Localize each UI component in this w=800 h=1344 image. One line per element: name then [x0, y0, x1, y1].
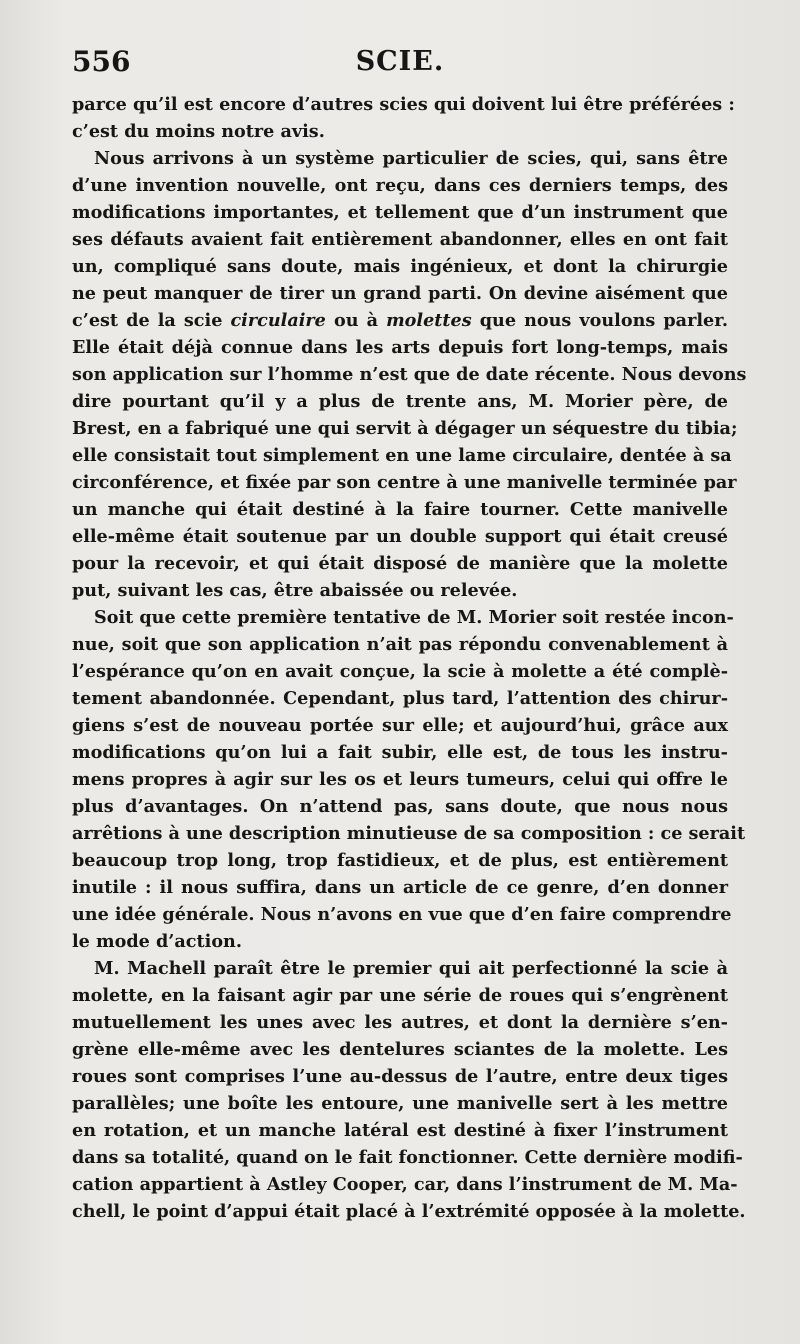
text-line: chell, le point d’appui était placé à l’extrémité opposée à la molette. — [72, 1201, 746, 1222]
text-line: parallèles; une boîte les entoure, une manivelle sert à les mettre — [72, 1093, 728, 1114]
text-line: nue, soit que son application n’ait pas répondu convenablement à — [72, 634, 728, 655]
text-line: cation appartient à Astley Cooper, car, dans l’instrument de M. Ma- — [72, 1174, 738, 1195]
text-line: arrêtions à une description minutieuse de sa composition : ce serait — [72, 823, 746, 844]
text-line: plus d’avantages. On n’attend pas, sans doute, que nous nous — [72, 796, 728, 817]
text-line: modifications importantes, et tellement que d’un instrument que — [72, 202, 728, 223]
page-number: 556 — [72, 45, 131, 78]
text-line: put, suivant les cas, être abaissée ou relevée. — [72, 580, 518, 601]
text-line: modifications qu’on lui a fait subir, elle est, de tous les instru- — [72, 742, 728, 763]
text-line: le mode d’action. — [72, 931, 242, 952]
text-line — [72, 307, 728, 334]
text-fragment: que nous voulons parler. — [471, 310, 728, 331]
text-line: mutuellement les unes avec les autres, et dont la dernière s’en- — [72, 1012, 728, 1033]
italic-term: molettes — [386, 310, 472, 331]
text-line: beaucoup trop long, trop fastidieux, et de plus, est entièrement — [72, 850, 728, 871]
text-line: mens propres à agir sur les os et leurs tumeurs, celui qui offre le — [72, 769, 728, 790]
text-line: grène elle-même avec les dentelures sciantes de la molette. Les — [72, 1039, 728, 1060]
text-line: dans sa totalité, quand on le fait fonctionner. Cette dernière modifi- — [72, 1147, 743, 1168]
text-line: une idée générale. Nous n’avons en vue que d’en faire comprendre — [72, 904, 732, 925]
text-line: c’est du moins notre avis. — [72, 121, 325, 142]
text-line: Soit que cette première tentative de M. Morier soit restée incon- — [94, 607, 734, 628]
text-line: giens s’est de nouveau portée sur elle; et aujourd’hui, grâce aux — [72, 715, 728, 736]
text-line: parce qu’il est encore d’autres scies qui doivent lui être préférées : — [72, 94, 735, 115]
text-line: M. Machell paraît être le premier qui ait perfectionné la scie à — [94, 958, 728, 979]
text-line: Brest, en a fabriqué une qui servit à dégager un séquestre du tibia; — [72, 418, 738, 439]
text-line: un, compliqué sans doute, mais ingénieux, et dont la chirurgie — [72, 256, 728, 277]
running-title: SCIE. — [355, 46, 445, 77]
text-line: circonférence, et fixée par son centre à une manivelle terminée par — [72, 472, 737, 493]
text-line: roues sont comprises l’une au-dessus de l’autre, entre deux tiges — [72, 1066, 728, 1087]
text-line: dire pourtant qu’il y a plus de trente ans, M. Morier père, de — [72, 391, 728, 412]
text-line: ne peut manquer de tirer un grand parti. On devine aisément que — [72, 283, 728, 304]
text-fragment: ou à — [325, 310, 387, 331]
body-text — [72, 91, 747, 1225]
text-line: son application sur l’homme n’est que de date récente. Nous devons — [72, 364, 747, 385]
text-line: d’une invention nouvelle, ont reçu, dans ces derniers temps, des — [72, 175, 728, 196]
text-line: Elle était déjà connue dans les arts depuis fort long-temps, mais — [72, 337, 728, 358]
page-header — [72, 44, 728, 80]
text-line: elle-même était soutenue par un double support qui était creusé — [72, 526, 728, 547]
text-line: tement abandonnée. Cependant, plus tard, l’attention des chirur- — [72, 688, 728, 709]
text-line: elle consistait tout simplement en une lame circulaire, dentée à sa — [72, 445, 732, 466]
text-line: Nous arrivons à un système particulier de scies, qui, sans être — [94, 148, 728, 169]
text-line: molette, en la faisant agir par une série de roues qui s’engrènent — [72, 985, 728, 1006]
text-line: l’espérance qu’on en avait conçue, la scie à molette a été complè- — [72, 661, 728, 682]
text-fragment: c’est de la scie — [72, 310, 231, 331]
text-line: en rotation, et un manche latéral est destiné à fixer l’instrument — [72, 1120, 728, 1141]
text-line: inutile : il nous suffira, dans un article de ce genre, d’en donner — [72, 877, 728, 898]
italic-term: circulaire — [230, 310, 326, 331]
text-line: pour la recevoir, et qui était disposé de manière que la molette — [72, 553, 728, 574]
text-line: ses défauts avaient fait entièrement abandonner, elles en ont fait — [72, 229, 728, 250]
text-line: un manche qui était destiné à la faire tourner. Cette manivelle — [72, 499, 728, 520]
